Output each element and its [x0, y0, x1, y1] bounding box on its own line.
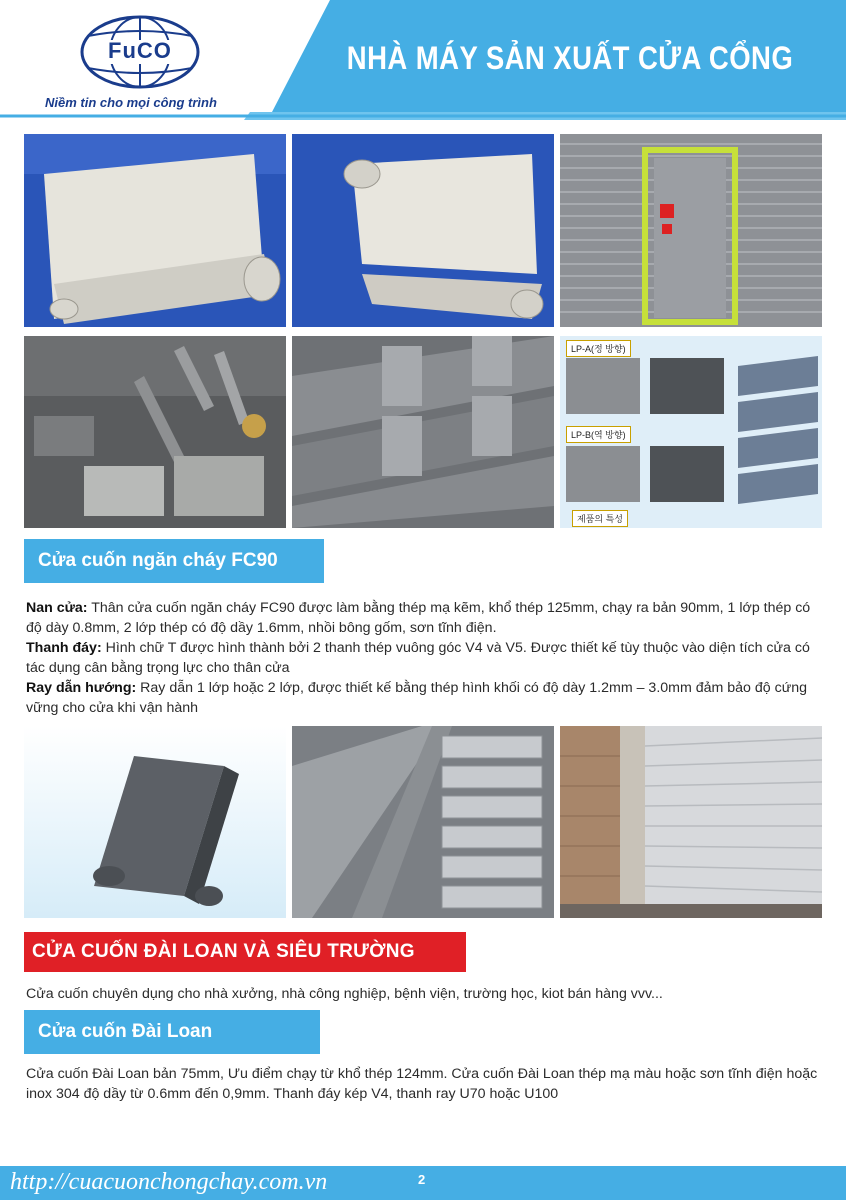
section-taiwan-subheading: Cửa cuốn Đài Loan [24, 1010, 320, 1054]
ray-dan-huong-text: Ray dẫn 1 lớp hoặc 2 lớp, được thiết kế bằng thép hình khối có độ dày 1.2mm – 3.0mm đảm bảo độ cứng vững cho cửa khi vận hành [26, 680, 807, 716]
label-lp-a: LP-A(정 방향) [566, 340, 631, 357]
section-taiwan-desc: Cửa cuốn Đài Loan bản 75mm, Ưu điểm chạy từ khổ thép 124mm. Cửa cuốn Đài Loan thép mạ màu hoặc sơn tĩnh điện hoặc inox 304 độ dầy từ 0.6mm đến 0,9mm. Thanh đáy kép V4, thanh ray U70 hoặc U100 [26, 1066, 818, 1102]
label-feature: 제품의 특성 [572, 510, 628, 527]
tagline: Niềm tin cho mọi công trình [45, 95, 217, 110]
photo-taiwan-shutter [560, 726, 822, 918]
photo-slat-profile [24, 726, 286, 918]
photo-slat-connectors [292, 336, 554, 528]
photo-fire-door [560, 134, 822, 327]
page-header [0, 0, 846, 120]
photo-connector-diagram [560, 336, 822, 528]
nan-cua-text: Thân cửa cuốn ngăn cháy FC90 được làm bằng thép mạ kẽm, khổ thép 125mm, chạy ra bản 90mm, 1 lớp thép có độ dày 0.8mm, 2 lớp thép có độ dầy 1.6mm, nhồi bông gốm, sơn tĩnh điện. [26, 600, 811, 636]
photo-hardware-parts [24, 336, 286, 528]
section-fc90-body [26, 598, 826, 718]
photo-slat-closeup-2 [292, 134, 554, 327]
photo-slat-stack [292, 726, 554, 918]
ray-dan-huong-label: Ray dẫn hướng: [26, 680, 137, 696]
section-taiwan-intro: Cửa cuốn chuyên dụng cho nhà xưởng, nhà công nghiệp, bệnh viện, trường học, kiot bán hàng vvv... [26, 986, 663, 1002]
fuco-logo [78, 14, 202, 90]
section-fc90-heading: Cửa cuốn ngăn cháy FC90 [24, 539, 324, 583]
label-lp-b: LP-B(역 방향) [566, 426, 631, 443]
logo-text: FuCO [108, 38, 172, 63]
photo-slat-closeup-1 [24, 134, 286, 327]
thanh-day-text: Hình chữ T được hình thành bởi 2 thanh thép vuông góc V4 và V5. Được thiết kế tùy thuộc vào diện tích cửa có tác dụng cân bằng trọng lực cho thân cửa [26, 640, 810, 676]
section-taiwan-heading: CỬA CUỐN ĐÀI LOAN VÀ SIÊU TRƯỜNG [24, 932, 466, 972]
page-number: 2 [418, 1172, 426, 1187]
nan-cua-label: Nan cửa: [26, 600, 88, 616]
page-footer [0, 1166, 846, 1200]
website-link[interactable]: http://cuacuonchongchay.com.vn [10, 1169, 328, 1195]
page-title: NHÀ MÁY SẢN XUẤT CỬA CỔNG [346, 40, 794, 76]
thanh-day-label: Thanh đáy: [26, 640, 102, 656]
